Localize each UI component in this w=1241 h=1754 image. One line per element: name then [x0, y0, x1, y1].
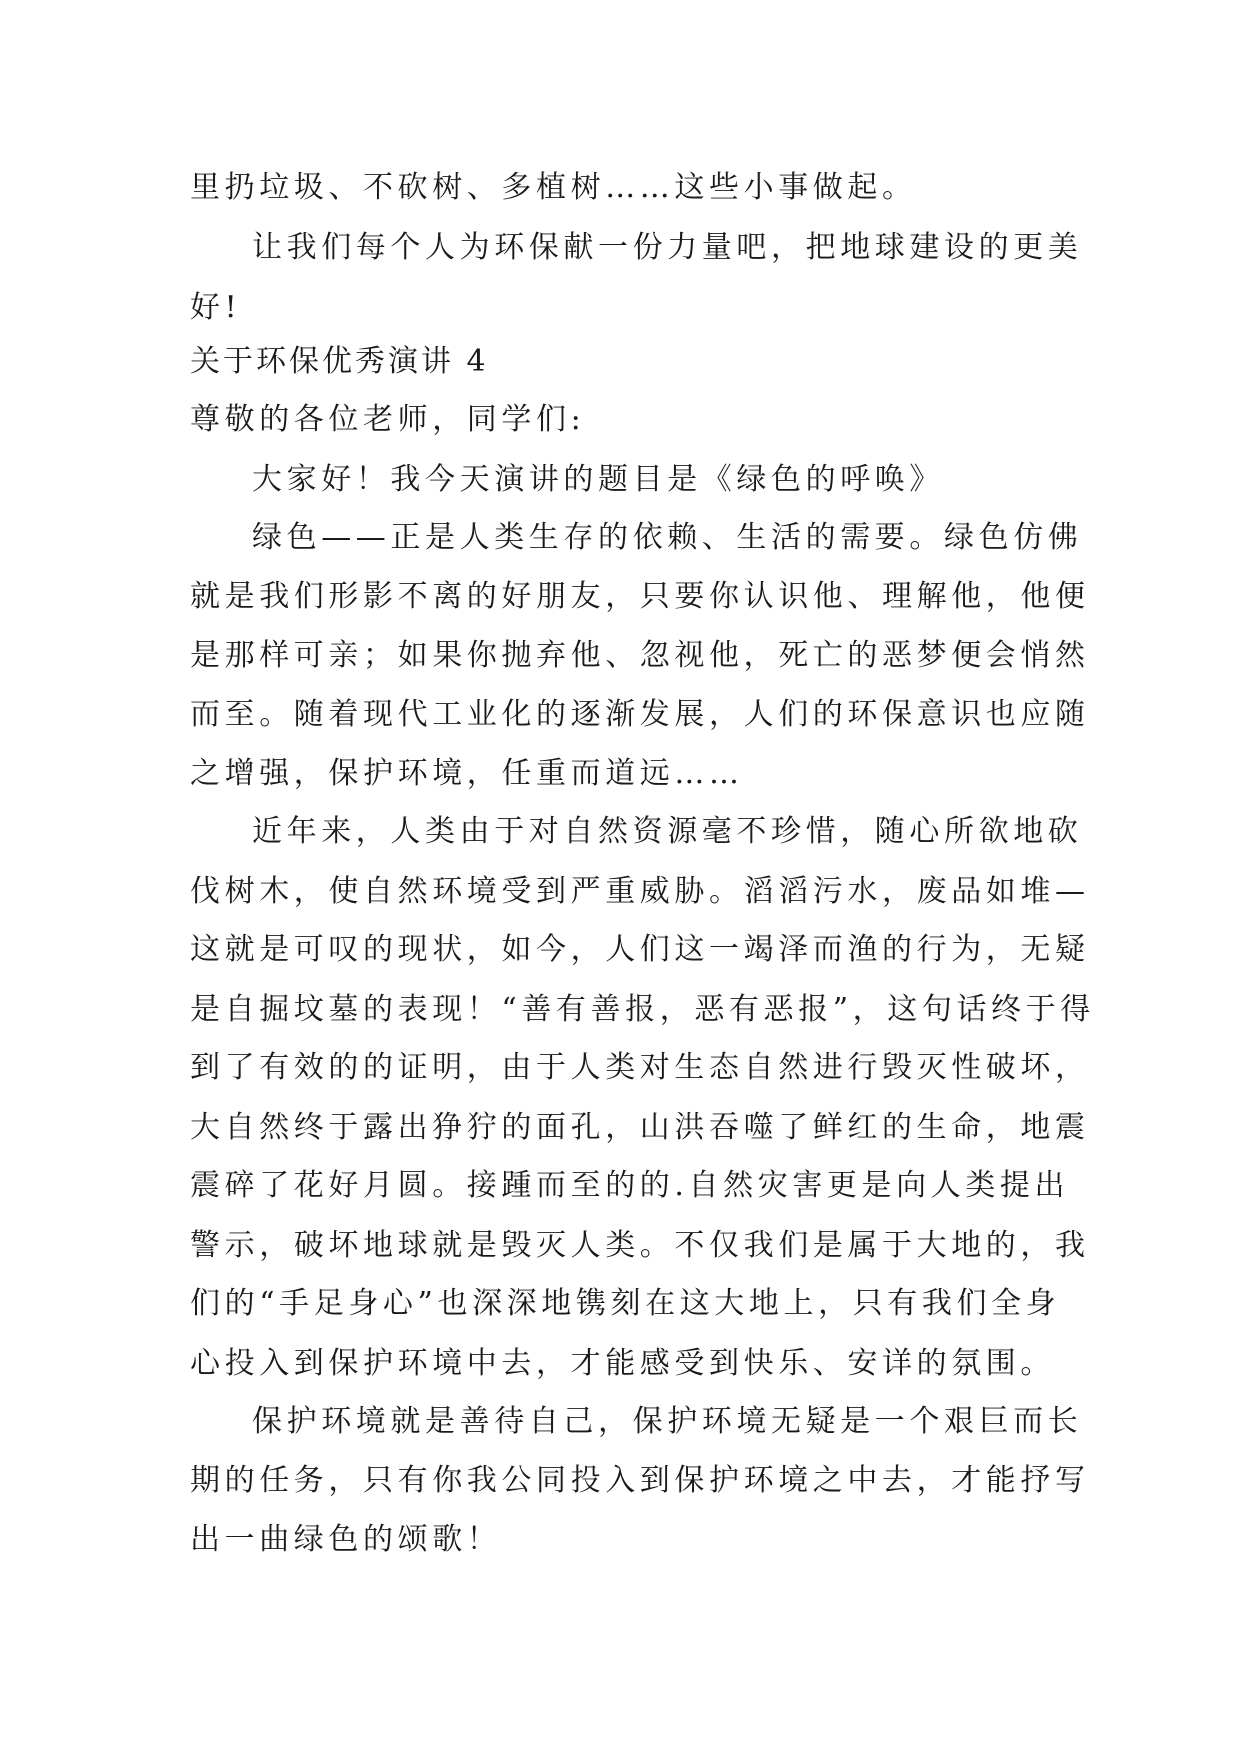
paragraph-line: 让我们每个人为环保献一份力量吧，把地球建设的更美 [252, 230, 1083, 265]
paragraph-line: 震碎了花好月圆。接踵而至的的.自然灾害更是向人类提出 [190, 1168, 1070, 1203]
paragraph-line: 到了有效的的证明，由于人类对生态自然进行毁灭性破坏， [190, 1050, 1090, 1085]
paragraph-line: 出一曲绿色的颂歌！ [190, 1522, 502, 1557]
paragraph-line: 伐树木，使自然环境受到严重威胁。滔滔污水，废品如堆— [190, 874, 1090, 909]
paragraph-line: 期的任务，只有你我公同投入到保护环境之中去，才能抒写 [190, 1463, 1090, 1498]
paragraph-line: 警示，破坏地球就是毁灭人类。不仅我们是属于大地的，我 [190, 1228, 1090, 1263]
paragraph-line: 好! [190, 290, 242, 325]
paragraph-line: 里扔垃圾、不砍树、多植树……这些小事做起。 [190, 170, 917, 205]
paragraph-line: 就是我们形影不离的好朋友，只要你认识他、理解他，他便 [190, 579, 1090, 614]
paragraph-line: 绿色——正是人类生存的依赖、生活的需要。绿色仿佛 [252, 520, 1083, 555]
section-heading: 关于环保优秀演讲 4 [190, 344, 489, 379]
paragraph-line: 这就是可叹的现状，如今，人们这一竭泽而渔的行为，无疑 [190, 932, 1090, 967]
salutation: 尊敬的各位老师，同学们: [190, 402, 586, 437]
paragraph-line: 大家好！我今天演讲的题目是《绿色的呼唤》 [252, 462, 944, 497]
paragraph-line: 保护环境就是善待自己，保护环境无疑是一个艰巨而长 [252, 1404, 1083, 1439]
paragraph-line: 近年来，人类由于对自然资源毫不珍惜，随心所欲地砍 [252, 814, 1083, 849]
paragraph-line: 心投入到保护环境中去，才能感受到快乐、安详的氛围。 [190, 1346, 1055, 1381]
paragraph-line: 们的“手足身心”也深深地镌刻在这大地上，只有我们全身 [190, 1286, 1061, 1321]
paragraph-line: 是自掘坟墓的表现！“善有善报，恶有恶报”，这句话终于得 [190, 992, 1095, 1027]
paragraph-line: 之增强，保护环境，任重而道远…… [190, 756, 744, 791]
paragraph-line: 而至。随着现代工业化的逐渐发展，人们的环保意识也应随 [190, 697, 1090, 732]
paragraph-line: 大自然终于露出狰狞的面孔，山洪吞噬了鲜红的生命，地震 [190, 1110, 1090, 1145]
paragraph-line: 是那样可亲；如果你抛弃他、忽视他，死亡的恶梦便会悄然 [190, 638, 1090, 673]
